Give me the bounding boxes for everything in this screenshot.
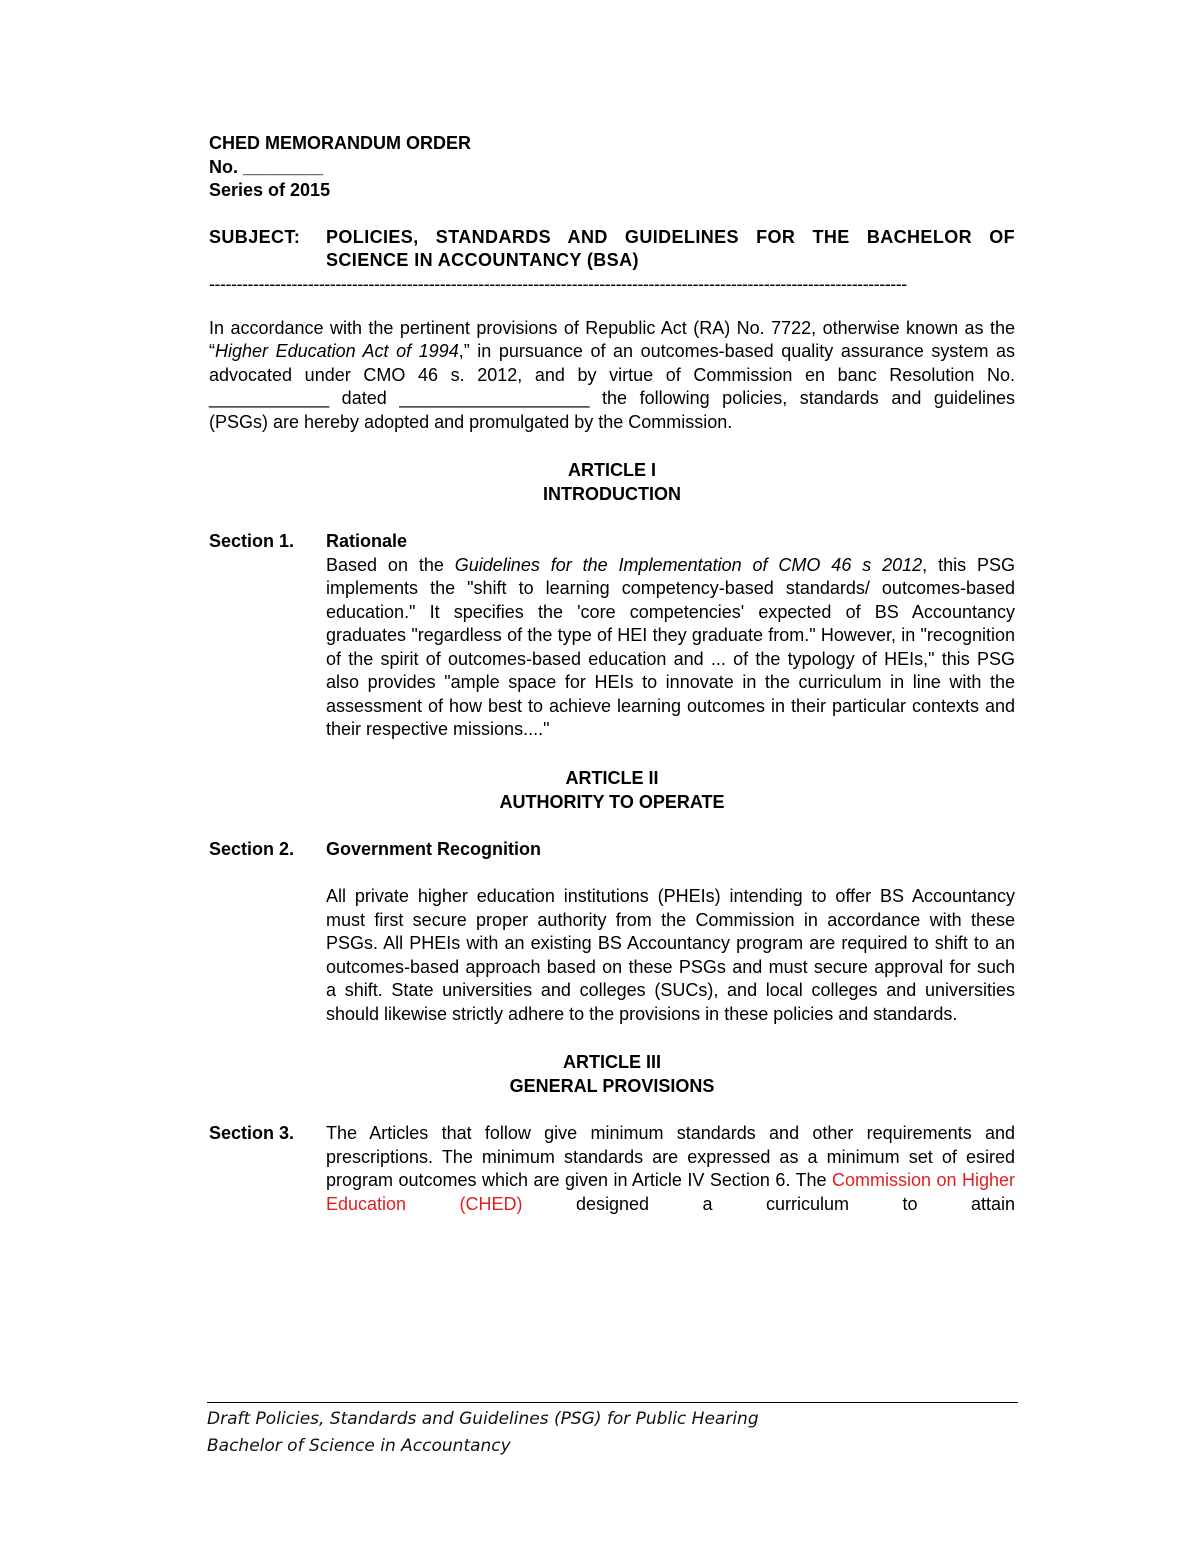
- subject-label: SUBJECT:: [209, 226, 301, 247]
- preamble-text-1: In accordance with the pertinent provisions of Republic Act (RA) No. 7722, otherwise known as the “: [209, 317, 1015, 361]
- section-3-number: Section 3.: [209, 1123, 295, 1143]
- section-3: [209, 1122, 1015, 1216]
- section-1-text-1: Based on the: [326, 554, 455, 575]
- preamble-text-2: ,” in pursuance of an outcomes-based quality assurance system as advocated under CMO 46 s. 2012, and by virtue of Commission en banc Resolution No. ____________ dated ___________________ the following policies, standards and guidelines (PSGs) are hereby adopted and promulgated by the Commission.: [209, 341, 1016, 432]
- article-3-heading: [209, 1050, 1015, 1098]
- section-2-body: All private higher education institutions (PHEIs) intending to offer BS Accountancy must first secure proper authority from the Commission in accordance with these PSGs. All PHEIs with an existing BS Accountancy program are required to shift to an outcomes-based approach based on these PSGs and must secure approval for such a shift. State universities and colleges (SUCs), and local colleges and universities should likewise strictly adhere to the provisions in these policies and standards.: [326, 886, 1015, 1024]
- subject-text: POLICIES, STANDARDS AND GUIDELINES FOR THE BACHELOR OF SCIENCE IN ACCOUNTANCY (BSA): [326, 226, 1015, 270]
- article-1-heading: [209, 458, 1015, 506]
- section-3-text-1: The Articles that follow give minimum standards and other requirements and prescriptions. The minimum standards are expressed as a minimum set of esired program outcomes which are given in Article IV Section 6. The: [326, 1123, 1015, 1190]
- section-1-guidelines-title: Guidelines for the Implementation of CMO 46 s 2012: [454, 554, 923, 575]
- section-3-text-2: designed a curriculum to attain: [522, 1193, 1015, 1214]
- article-3-title: ARTICLE III: [563, 1052, 661, 1072]
- memo-number: No. ________: [209, 156, 324, 177]
- memo-header: [209, 132, 1015, 203]
- article-2-heading: [209, 766, 1015, 814]
- memo-series: Series of 2015: [209, 180, 331, 200]
- section-2-title: Government Recognition: [326, 838, 542, 859]
- memo-title: CHED MEMORANDUM ORDER: [209, 133, 471, 153]
- section-1-heading: [209, 530, 1015, 554]
- ched-highlight-text: Commission on Higher Education (CHED): [326, 1170, 1015, 1214]
- section-1-number: Section 1.: [209, 531, 295, 551]
- preamble-act-title: Higher Education Act of 1994: [215, 341, 459, 361]
- footer-divider: [207, 1402, 1018, 1403]
- section-3-body: [326, 1122, 1015, 1216]
- section-1-body: [326, 554, 1015, 742]
- article-3-subtitle: GENERAL PROVISIONS: [509, 1076, 715, 1096]
- article-1-subtitle: INTRODUCTION: [543, 484, 681, 504]
- document-body: [209, 132, 1015, 1216]
- article-2-subtitle: AUTHORITY TO OPERATE: [499, 791, 725, 812]
- preamble-paragraph: [209, 317, 1015, 435]
- subject-row: [209, 226, 1015, 273]
- section-1-title: Rationale: [326, 531, 408, 551]
- article-1-title: ARTICLE I: [568, 460, 656, 480]
- section-1-text-2: , this PSG implements the "shift to learning competency-based standards/ outcomes-based education." It specifies the 'core competencies' expected of BS Accountancy graduates "regardless of the type of HEI they graduate from." However, in "recognition of the spirit of outcomes-based education and ... of the typology of HEIs," this PSG also provides "ample space for HEIs to innovate in the curriculum in line with the assessment of how best to achieve learning outcomes in their particular contexts and their respective missions....": [326, 554, 1015, 739]
- separator-line: -------------------------------------------------------------------------------------------------------------------------------: [209, 274, 907, 293]
- footer-line-1: Draft Policies, Standards and Guidelines (PSG) for Public Hearing: [207, 1409, 759, 1429]
- section-2-number: Section 2.: [209, 838, 295, 859]
- article-2-title: ARTICLE II: [565, 767, 659, 788]
- footer-line-2: Bachelor of Science in Accountancy: [207, 1436, 511, 1456]
- page-footer: [207, 1406, 759, 1460]
- section-2-heading: [209, 838, 1015, 862]
